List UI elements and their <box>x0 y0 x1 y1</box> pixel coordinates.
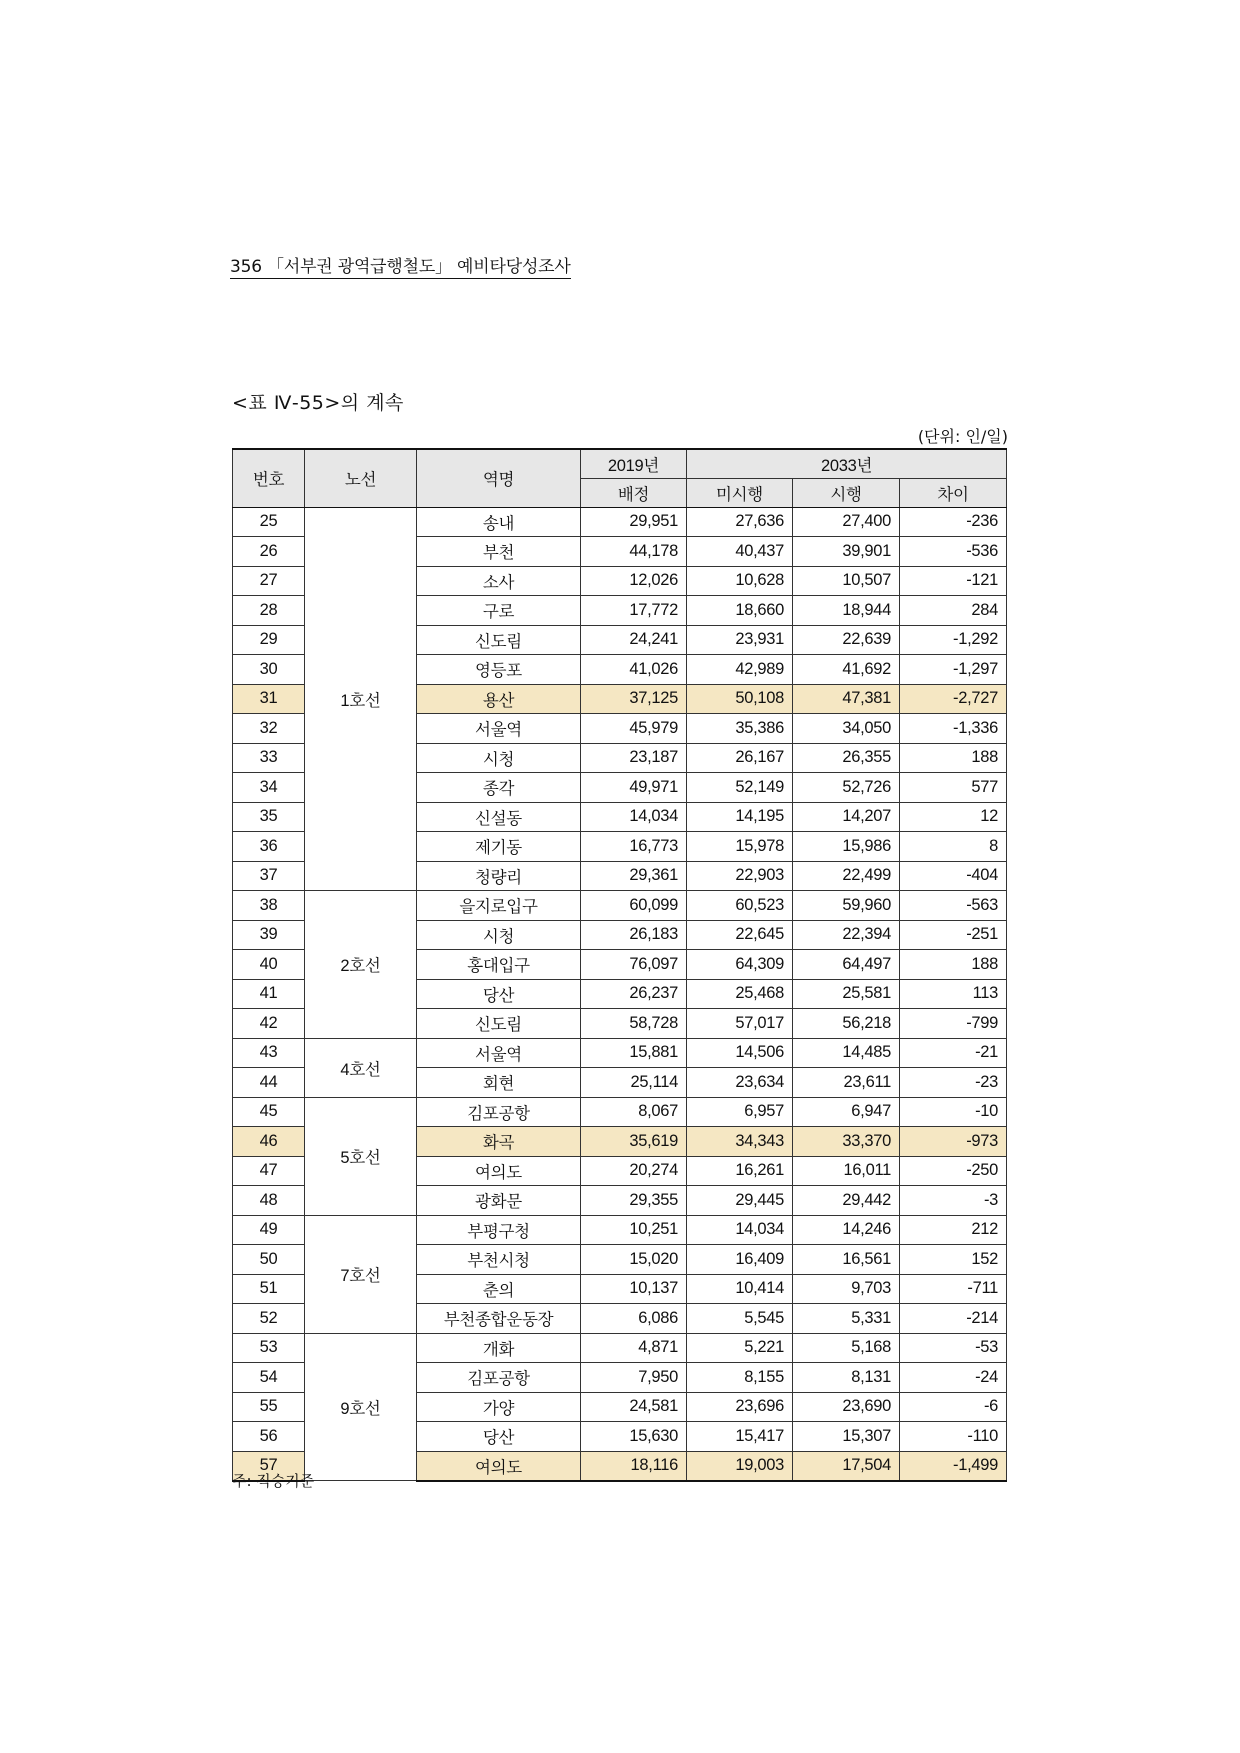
station-name: 제기동 <box>417 832 581 862</box>
difference: -1,292 <box>900 625 1007 655</box>
station-name: 회현 <box>417 1068 581 1098</box>
no-build-2033: 25,468 <box>687 979 793 1009</box>
station-name: 홍대입구 <box>417 950 581 980</box>
build-2033: 22,639 <box>793 625 900 655</box>
difference: -21 <box>900 1038 1007 1068</box>
difference: -1,297 <box>900 655 1007 685</box>
difference: -6 <box>900 1392 1007 1422</box>
no-build-2033: 8,155 <box>687 1363 793 1393</box>
station-name: 김포공항 <box>417 1363 581 1393</box>
assign-2019: 58,728 <box>581 1009 687 1039</box>
header-diff: 차이 <box>900 478 1007 507</box>
build-2033: 14,207 <box>793 802 900 832</box>
station-name: 신도림 <box>417 1009 581 1039</box>
build-2033: 5,168 <box>793 1333 900 1363</box>
station-name: 구로 <box>417 596 581 626</box>
no-build-2033: 23,931 <box>687 625 793 655</box>
build-2033: 23,690 <box>793 1392 900 1422</box>
no-build-2033: 34,343 <box>687 1127 793 1157</box>
header-station: 역명 <box>417 449 581 507</box>
assign-2019: 29,355 <box>581 1186 687 1216</box>
difference: -1,499 <box>900 1451 1007 1481</box>
station-name: 개화 <box>417 1333 581 1363</box>
assign-2019: 4,871 <box>581 1333 687 1363</box>
build-2033: 29,442 <box>793 1186 900 1216</box>
difference: -2,727 <box>900 684 1007 714</box>
no-build-2033: 10,414 <box>687 1274 793 1304</box>
no-build-2033: 5,545 <box>687 1304 793 1334</box>
row-number: 53 <box>233 1333 305 1363</box>
difference: -214 <box>900 1304 1007 1334</box>
row-number: 46 <box>233 1127 305 1157</box>
line-name: 1호선 <box>305 507 417 891</box>
difference: -3 <box>900 1186 1007 1216</box>
build-2033: 47,381 <box>793 684 900 714</box>
row-number: 50 <box>233 1245 305 1275</box>
no-build-2033: 15,417 <box>687 1422 793 1452</box>
no-build-2033: 15,978 <box>687 832 793 862</box>
assign-2019: 18,116 <box>581 1451 687 1481</box>
header-year-2033: 2033년 <box>687 449 1007 478</box>
assign-2019: 8,067 <box>581 1097 687 1127</box>
header-line: 노선 <box>305 449 417 507</box>
no-build-2033: 29,445 <box>687 1186 793 1216</box>
assign-2019: 37,125 <box>581 684 687 714</box>
row-number: 37 <box>233 861 305 891</box>
table-row <box>233 1333 1007 1363</box>
station-name: 여의도 <box>417 1156 581 1186</box>
build-2033: 8,131 <box>793 1363 900 1393</box>
row-number: 34 <box>233 773 305 803</box>
assign-2019: 49,971 <box>581 773 687 803</box>
table-row <box>233 1215 1007 1245</box>
no-build-2033: 16,409 <box>687 1245 793 1275</box>
station-name: 신도림 <box>417 625 581 655</box>
line-name: 9호선 <box>305 1333 417 1481</box>
station-name: 영등포 <box>417 655 581 685</box>
difference: 8 <box>900 832 1007 862</box>
build-2033: 27,400 <box>793 507 900 537</box>
header-year-2019: 2019년 <box>581 449 687 478</box>
row-number: 38 <box>233 891 305 921</box>
row-number: 48 <box>233 1186 305 1216</box>
no-build-2033: 60,523 <box>687 891 793 921</box>
assign-2019: 20,274 <box>581 1156 687 1186</box>
assign-2019: 15,020 <box>581 1245 687 1275</box>
no-build-2033: 22,645 <box>687 920 793 950</box>
station-name: 부천종합운동장 <box>417 1304 581 1334</box>
running-head: 356 「서부권 광역급행철도」 예비타당성조사 <box>230 252 571 279</box>
no-build-2033: 10,628 <box>687 566 793 596</box>
assign-2019: 29,361 <box>581 861 687 891</box>
station-name: 서울역 <box>417 714 581 744</box>
difference: -404 <box>900 861 1007 891</box>
no-build-2033: 26,167 <box>687 743 793 773</box>
no-build-2033: 16,261 <box>687 1156 793 1186</box>
station-name: 신설동 <box>417 802 581 832</box>
assign-2019: 15,881 <box>581 1038 687 1068</box>
build-2033: 9,703 <box>793 1274 900 1304</box>
build-2033: 22,499 <box>793 861 900 891</box>
no-build-2033: 52,149 <box>687 773 793 803</box>
line-name: 7호선 <box>305 1215 417 1333</box>
assign-2019: 41,026 <box>581 655 687 685</box>
header-build: 시행 <box>793 478 900 507</box>
row-number: 44 <box>233 1068 305 1098</box>
build-2033: 22,394 <box>793 920 900 950</box>
station-name: 용산 <box>417 684 581 714</box>
row-number: 56 <box>233 1422 305 1452</box>
station-name: 시청 <box>417 743 581 773</box>
line-name: 2호선 <box>305 891 417 1039</box>
build-2033: 10,507 <box>793 566 900 596</box>
assign-2019: 6,086 <box>581 1304 687 1334</box>
assign-2019: 23,187 <box>581 743 687 773</box>
build-2033: 14,246 <box>793 1215 900 1245</box>
row-number: 33 <box>233 743 305 773</box>
build-2033: 5,331 <box>793 1304 900 1334</box>
difference: -24 <box>900 1363 1007 1393</box>
difference: -1,336 <box>900 714 1007 744</box>
line-name: 5호선 <box>305 1097 417 1215</box>
no-build-2033: 42,989 <box>687 655 793 685</box>
difference: 12 <box>900 802 1007 832</box>
table-row <box>233 1038 1007 1068</box>
station-name: 종각 <box>417 773 581 803</box>
difference: -121 <box>900 566 1007 596</box>
assign-2019: 10,137 <box>581 1274 687 1304</box>
build-2033: 23,611 <box>793 1068 900 1098</box>
no-build-2033: 14,034 <box>687 1215 793 1245</box>
build-2033: 17,504 <box>793 1451 900 1481</box>
difference: -973 <box>900 1127 1007 1157</box>
build-2033: 15,986 <box>793 832 900 862</box>
difference: 152 <box>900 1245 1007 1275</box>
build-2033: 64,497 <box>793 950 900 980</box>
row-number: 43 <box>233 1038 305 1068</box>
difference: -251 <box>900 920 1007 950</box>
assign-2019: 12,026 <box>581 566 687 596</box>
build-2033: 16,561 <box>793 1245 900 1275</box>
no-build-2033: 22,903 <box>687 861 793 891</box>
header-assign: 배정 <box>581 478 687 507</box>
row-number: 28 <box>233 596 305 626</box>
row-number: 32 <box>233 714 305 744</box>
station-name: 김포공항 <box>417 1097 581 1127</box>
build-2033: 26,355 <box>793 743 900 773</box>
station-name: 화곡 <box>417 1127 581 1157</box>
difference: 188 <box>900 743 1007 773</box>
assign-2019: 14,034 <box>581 802 687 832</box>
build-2033: 33,370 <box>793 1127 900 1157</box>
station-name: 광화문 <box>417 1186 581 1216</box>
row-number: 57 <box>233 1451 305 1481</box>
build-2033: 39,901 <box>793 537 900 567</box>
difference: -799 <box>900 1009 1007 1039</box>
assign-2019: 60,099 <box>581 891 687 921</box>
row-number: 41 <box>233 979 305 1009</box>
build-2033: 14,485 <box>793 1038 900 1068</box>
no-build-2033: 23,696 <box>687 1392 793 1422</box>
build-2033: 52,726 <box>793 773 900 803</box>
difference: -53 <box>900 1333 1007 1363</box>
difference: -563 <box>900 891 1007 921</box>
build-2033: 6,947 <box>793 1097 900 1127</box>
header-no: 번호 <box>233 449 305 507</box>
difference: 113 <box>900 979 1007 1009</box>
build-2033: 16,011 <box>793 1156 900 1186</box>
difference: -236 <box>900 507 1007 537</box>
station-name: 부평구청 <box>417 1215 581 1245</box>
difference: -250 <box>900 1156 1007 1186</box>
assign-2019: 76,097 <box>581 950 687 980</box>
row-number: 49 <box>233 1215 305 1245</box>
station-name: 청량리 <box>417 861 581 891</box>
row-number: 30 <box>233 655 305 685</box>
difference: -711 <box>900 1274 1007 1304</box>
row-number: 42 <box>233 1009 305 1039</box>
station-name: 가양 <box>417 1392 581 1422</box>
assign-2019: 24,241 <box>581 625 687 655</box>
row-number: 51 <box>233 1274 305 1304</box>
assign-2019: 26,237 <box>581 979 687 1009</box>
assign-2019: 45,979 <box>581 714 687 744</box>
difference: -23 <box>900 1068 1007 1098</box>
unit-note: (단위: 인/일) <box>917 427 1008 446</box>
difference: -536 <box>900 537 1007 567</box>
assign-2019: 10,251 <box>581 1215 687 1245</box>
no-build-2033: 40,437 <box>687 537 793 567</box>
station-name: 시청 <box>417 920 581 950</box>
build-2033: 56,218 <box>793 1009 900 1039</box>
station-name: 송내 <box>417 507 581 537</box>
table-row <box>233 1097 1007 1127</box>
row-number: 52 <box>233 1304 305 1334</box>
assign-2019: 44,178 <box>581 537 687 567</box>
difference: 188 <box>900 950 1007 980</box>
table-caption: <표 Ⅳ-55>의 계속 <box>232 392 404 414</box>
build-2033: 34,050 <box>793 714 900 744</box>
build-2033: 25,581 <box>793 979 900 1009</box>
table-row <box>233 891 1007 921</box>
header-no-build: 미시행 <box>687 478 793 507</box>
line-name: 4호선 <box>305 1038 417 1097</box>
station-name: 부천시청 <box>417 1245 581 1275</box>
no-build-2033: 57,017 <box>687 1009 793 1039</box>
difference: -110 <box>900 1422 1007 1452</box>
assign-2019: 16,773 <box>581 832 687 862</box>
assign-2019: 29,951 <box>581 507 687 537</box>
no-build-2033: 19,003 <box>687 1451 793 1481</box>
no-build-2033: 5,221 <box>687 1333 793 1363</box>
assign-2019: 25,114 <box>581 1068 687 1098</box>
difference: 212 <box>900 1215 1007 1245</box>
station-name: 부천 <box>417 537 581 567</box>
row-number: 26 <box>233 537 305 567</box>
row-number: 45 <box>233 1097 305 1127</box>
build-2033: 59,960 <box>793 891 900 921</box>
station-name: 을지로입구 <box>417 891 581 921</box>
assign-2019: 26,183 <box>581 920 687 950</box>
difference: 284 <box>900 596 1007 626</box>
row-number: 29 <box>233 625 305 655</box>
no-build-2033: 18,660 <box>687 596 793 626</box>
row-number: 40 <box>233 950 305 980</box>
build-2033: 15,307 <box>793 1422 900 1452</box>
station-name: 당산 <box>417 1422 581 1452</box>
no-build-2033: 27,636 <box>687 507 793 537</box>
ridership-table <box>232 448 1007 1482</box>
assign-2019: 17,772 <box>581 596 687 626</box>
no-build-2033: 6,957 <box>687 1097 793 1127</box>
row-number: 27 <box>233 566 305 596</box>
row-number: 35 <box>233 802 305 832</box>
station-name: 서울역 <box>417 1038 581 1068</box>
station-name: 소사 <box>417 566 581 596</box>
no-build-2033: 64,309 <box>687 950 793 980</box>
difference: 577 <box>900 773 1007 803</box>
row-number: 55 <box>233 1392 305 1422</box>
no-build-2033: 35,386 <box>687 714 793 744</box>
row-number: 36 <box>233 832 305 862</box>
build-2033: 18,944 <box>793 596 900 626</box>
difference: -10 <box>900 1097 1007 1127</box>
row-number: 25 <box>233 507 305 537</box>
table-body <box>233 507 1007 1481</box>
table-row <box>233 507 1007 537</box>
assign-2019: 24,581 <box>581 1392 687 1422</box>
no-build-2033: 50,108 <box>687 684 793 714</box>
table-header <box>233 449 1007 507</box>
assign-2019: 7,950 <box>581 1363 687 1393</box>
row-number: 31 <box>233 684 305 714</box>
station-name: 여의도 <box>417 1451 581 1481</box>
row-number: 39 <box>233 920 305 950</box>
no-build-2033: 14,506 <box>687 1038 793 1068</box>
no-build-2033: 14,195 <box>687 802 793 832</box>
assign-2019: 35,619 <box>581 1127 687 1157</box>
build-2033: 41,692 <box>793 655 900 685</box>
row-number: 47 <box>233 1156 305 1186</box>
no-build-2033: 23,634 <box>687 1068 793 1098</box>
station-name: 당산 <box>417 979 581 1009</box>
assign-2019: 15,630 <box>581 1422 687 1452</box>
station-name: 춘의 <box>417 1274 581 1304</box>
row-number: 54 <box>233 1363 305 1393</box>
footnote: 주: 직승기준 <box>232 1472 315 1490</box>
